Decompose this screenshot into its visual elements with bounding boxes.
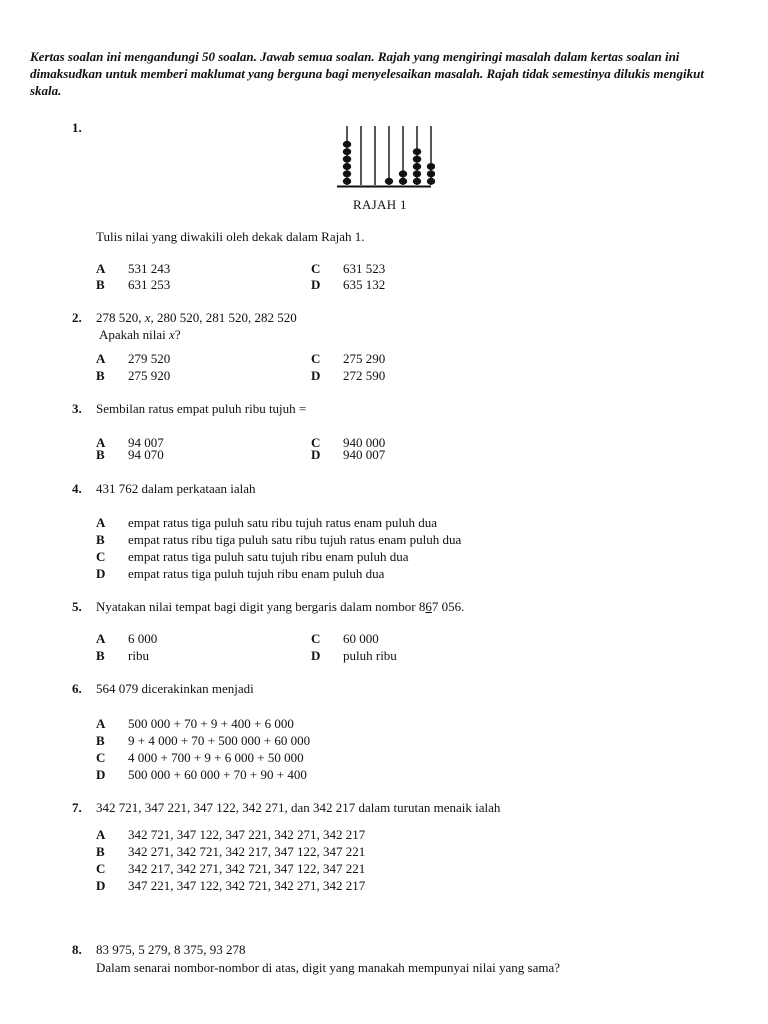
- underlined-digit: 6: [425, 599, 432, 614]
- abacus-figure: [335, 124, 435, 190]
- abacus-bead: [413, 163, 421, 170]
- abacus-bead: [413, 178, 421, 185]
- abacus-bead: [427, 163, 435, 170]
- question-subtext: Dalam senarai nombor-nombor di atas, digit yang manakah mempunyai nilai yang sama?: [96, 960, 560, 975]
- question-number: 3.: [72, 401, 82, 416]
- abacus-bead: [427, 178, 435, 185]
- figure-caption: RAJAH 1: [353, 197, 407, 212]
- question-number: 8.: [72, 942, 82, 957]
- question-text: Tulis nilai yang diwakili oleh dekak dalam Rajah 1.: [96, 229, 365, 244]
- question-text: 278 520, x, 280 520, 281 520, 282 520: [96, 310, 297, 325]
- instructions: Kertas soalan ini mengandungi 50 soalan. Jawab semua soalan. Rajah yang mengiringi masalah dalam kertas soalan ini dimaksudkan untuk memberi maklumat yang berguna bagi menyelesaikan masalah. Rajah tidak semestinya dilukis mengikut skala.: [30, 49, 704, 98]
- abacus-bead: [343, 156, 351, 163]
- question-text: Sembilan ratus empat puluh ribu tujuh =: [96, 401, 307, 416]
- abacus-bead: [413, 170, 421, 177]
- question-text: 342 721, 347 221, 347 122, 342 271, dan 342 217 dalam turutan menaik ialah: [96, 800, 501, 815]
- question-number: 7.: [72, 800, 82, 815]
- question-text: 564 079 dicerakinkan menjadi: [96, 681, 254, 696]
- abacus-bead: [343, 170, 351, 177]
- question-number: 4.: [72, 481, 82, 496]
- abacus-bead: [413, 156, 421, 163]
- question-subtext: Apakah nilai x?: [99, 327, 181, 342]
- abacus-bead: [427, 170, 435, 177]
- abacus-bead: [399, 170, 407, 177]
- question-text: 83 975, 5 279, 8 375, 93 278: [96, 942, 246, 957]
- question-number: 2.: [72, 310, 82, 325]
- question-number: 1.: [72, 120, 82, 135]
- question-number: 5.: [72, 599, 82, 614]
- abacus-bead: [343, 178, 351, 185]
- abacus-bead: [343, 163, 351, 170]
- abacus-bead: [413, 148, 421, 155]
- abacus-bead: [343, 148, 351, 155]
- question-number: 6.: [72, 681, 82, 696]
- abacus-bead: [343, 141, 351, 148]
- abacus-bead: [385, 178, 393, 185]
- abacus-bead: [399, 178, 407, 185]
- question-text: Nyatakan nilai tempat bagi digit yang bergaris dalam nombor 867 056.: [96, 599, 465, 614]
- question-text: 431 762 dalam perkataan ialah: [96, 481, 256, 496]
